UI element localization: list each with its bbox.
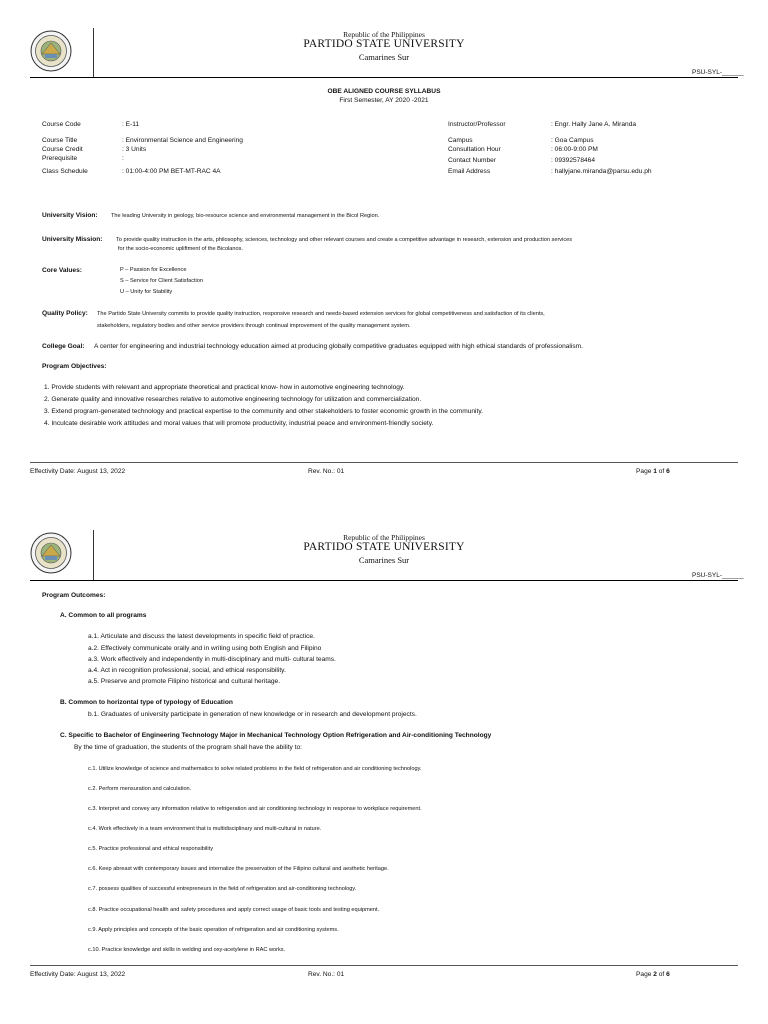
program-objectives-label: Program Objectives: [42, 363, 107, 370]
outcome-item: c.9. Apply principles and concepts of the basic operation of refrigeration and air conditioning systems. [88, 927, 339, 933]
outcome-item: a.2. Effectively communicate orally and in writing using both English and Filipino [88, 645, 322, 652]
page-total: 6 [666, 971, 670, 978]
outcome-item: c.3. Interpret and convey any information relative to refrigeration and air conditioning technology in response to workplace requirement. [88, 806, 422, 812]
revision-number: Rev. No.: 01 [308, 971, 345, 978]
header-rule [30, 580, 738, 581]
revision-number: Rev. No.: 01 [308, 468, 345, 475]
university-name: PARTIDO STATE UNIVERSITY [303, 541, 465, 553]
page-of: of [656, 468, 667, 475]
course-credit-label: Course Credit [42, 146, 83, 153]
republic-label: Republic of the Philippines [343, 533, 425, 542]
contact-label: Contact Number [448, 157, 497, 164]
course-code-label: Course Code [42, 121, 81, 128]
core-value-item: S – Service for Client Satisfaction [120, 278, 204, 284]
program-outcomes-label: Program Outcomes: [42, 592, 106, 599]
section-c-intro: By the time of graduation, the students of the program shall have the ability to: [74, 744, 302, 751]
page-current: 2 [653, 971, 657, 978]
core-value-item: P – Passion for Excellence [120, 267, 187, 273]
province-label: Camarines Sur [358, 52, 410, 62]
syllabus-page-1 [0, 0, 768, 492]
university-seal-icon [30, 532, 72, 574]
outcome-item: a.5. Preserve and promote Filipino historical and cultural heritage. [88, 678, 281, 685]
campus-value: : Goa Campus [551, 137, 594, 144]
college-goal-text: A center for engineering and industrial technology education aimed at producing globally competitive graduates equipped with high ethical standards of professionalism. [94, 343, 583, 350]
course-title-value: : Environmental Science and Engineering [122, 137, 243, 144]
vision-text: The leading University in geology, bio-resource science and environmental management in the Bicol Region. [111, 213, 380, 219]
page-of: of [656, 971, 667, 978]
mission-text-line-1: To provide quality instruction in the arts, philosophy, sciences, technology and other relevant courses and create a competitive advantage in research, extension and production services [116, 237, 573, 243]
university-name: PARTIDO STATE UNIVERSITY [303, 38, 465, 50]
outcome-item: a.3. Work effectively and independently in multi-disciplinary and multi- cultural teams. [88, 656, 336, 663]
instructor-value: : Engr. Hally Jane A. Miranda [551, 121, 637, 128]
semester-label: First Semester, AY 2020 -2021 [339, 97, 429, 104]
page-prefix: Page [636, 971, 654, 978]
footer-rule [30, 462, 738, 463]
core-value-item: U – Unity for Stability [120, 289, 173, 295]
outcome-item: c.8. Practice occupational health and safety procedures and apply correct usage of basic tools and testing equipment. [88, 907, 380, 913]
page-gap [0, 492, 768, 512]
core-values-label: Core Values: [42, 267, 82, 274]
program-objective-item: 4. Inculcate desirable work attitudes and moral values that will promote productivity, industrial peace and environment-friendly society. [44, 420, 434, 427]
email-value: : hallyjane.miranda@parsu.edu.ph [551, 168, 652, 175]
page-current: 1 [653, 468, 657, 475]
outcome-item: c.6. Keep abreast with contemporary issues and internalize the preservation of the Filipino cultural and aesthetic heritage. [88, 866, 389, 872]
outcome-item: c.4. Work effectively in a team environment that is multidisciplinary and multi-cultural in nature. [88, 826, 322, 832]
syllabus-page-2 [0, 512, 768, 1024]
university-seal-icon [30, 30, 72, 72]
contact-value: : 09392578464 [551, 157, 596, 164]
page-number [636, 971, 670, 979]
outcome-item: c.5. Practice professional and ethical responsibility [88, 846, 213, 852]
mission-text-line-2: for the socio-economic upliftment of the Bicolanos. [118, 246, 243, 252]
consultation-value: : 06:00-9:00 PM [551, 146, 598, 153]
quality-policy-line-1: The Partido State University commits to provide quality instruction, responsive research and needs-based extension services for global competitiveness and satisfaction of its clients, [97, 311, 545, 317]
section-b-title: B. Common to horizontal type of typology of Education [60, 699, 233, 706]
header-divider [93, 28, 94, 78]
effectivity-date: Effectivity Date: August 13, 2022 [30, 468, 126, 475]
section-c-title: C. Specific to Bachelor of Engineering Technology Major in Mechanical Technology Option Refrigeration and Air-conditioning Technology [60, 732, 492, 739]
header-rule [30, 77, 738, 78]
course-credit-value: : 3 Units [122, 146, 147, 153]
program-objective-item: 1. Provide students with relevant and appropriate theoretical and practical know- how in automotive engineering technology. [44, 384, 405, 391]
outcome-item: c.2. Perform mensuration and calculation. [88, 786, 192, 792]
email-label: Email Address [448, 168, 491, 175]
province-label: Camarines Sur [358, 555, 410, 565]
header-divider [93, 530, 94, 580]
footer-rule [30, 965, 738, 966]
syllabus-title: OBE ALIGNED COURSE SYLLABUS [327, 88, 441, 95]
mission-label: University Mission: [42, 236, 103, 243]
prerequisite-label: Prerequisite [42, 155, 78, 162]
effectivity-date: Effectivity Date: August 13, 2022 [30, 971, 126, 978]
course-code-value: : E-11 [122, 121, 140, 128]
outcome-item: a.4. Act in recognition professional, social, and ethical responsibility. [88, 667, 286, 674]
college-goal-label: College Goal: [42, 343, 85, 350]
republic-label: Republic of the Philippines [343, 30, 425, 39]
program-objective-item: 2. Generate quality and innovative researches relative to automotive engineering technology for utilization and commercialization. [44, 396, 422, 403]
quality-policy-label: Quality Policy: [42, 310, 88, 317]
outcome-item: c.1. Utilize knowledge of science and mathematics to solve related problems in the field of refrigeration and air conditioning technology. [88, 766, 422, 772]
quality-policy-line-2: stakeholders, regulatory bodies and other service providers through continual improvement of the quality management system. [97, 323, 411, 329]
class-schedule-value: : 01:00-4:00 PM BET-MT-RAC 4A [122, 168, 221, 175]
outcome-item: c.10. Practice knowledge and skills in welding and oxy-acetylene in RAC works. [88, 947, 286, 953]
document-code: PSU-SYL-______ [692, 69, 744, 76]
instructor-label: Instructor/Professor [448, 121, 506, 128]
program-objective-item: 3. Extend program-generated technology and practical expertise to the community and other stakeholders to foster economic growth in the community. [44, 408, 483, 415]
consultation-label: Consultation Hour [448, 146, 501, 153]
course-title-label: Course Title [42, 137, 78, 144]
vision-label: University Vision: [42, 212, 98, 219]
campus-label: Campus [448, 137, 473, 144]
outcome-item: a.1. Articulate and discuss the latest developments in specific field of practice. [88, 633, 315, 640]
document-code: PSU-SYL-______ [692, 572, 744, 579]
section-a-title: A. Common to all programs [60, 612, 147, 619]
outcome-item: c.7. possess qualities of successful entrepreneurs in the field of refrigeration and air-conditioning technology. [88, 886, 357, 892]
outcome-item: b.1. Graduates of university participate in generation of new knowledge or in research and development projects. [88, 711, 417, 718]
class-schedule-label: Class Schedule [42, 168, 88, 175]
prerequisite-value: : [122, 155, 124, 162]
page-prefix: Page [636, 468, 654, 475]
page-number [636, 468, 670, 476]
page-total: 6 [666, 468, 670, 475]
